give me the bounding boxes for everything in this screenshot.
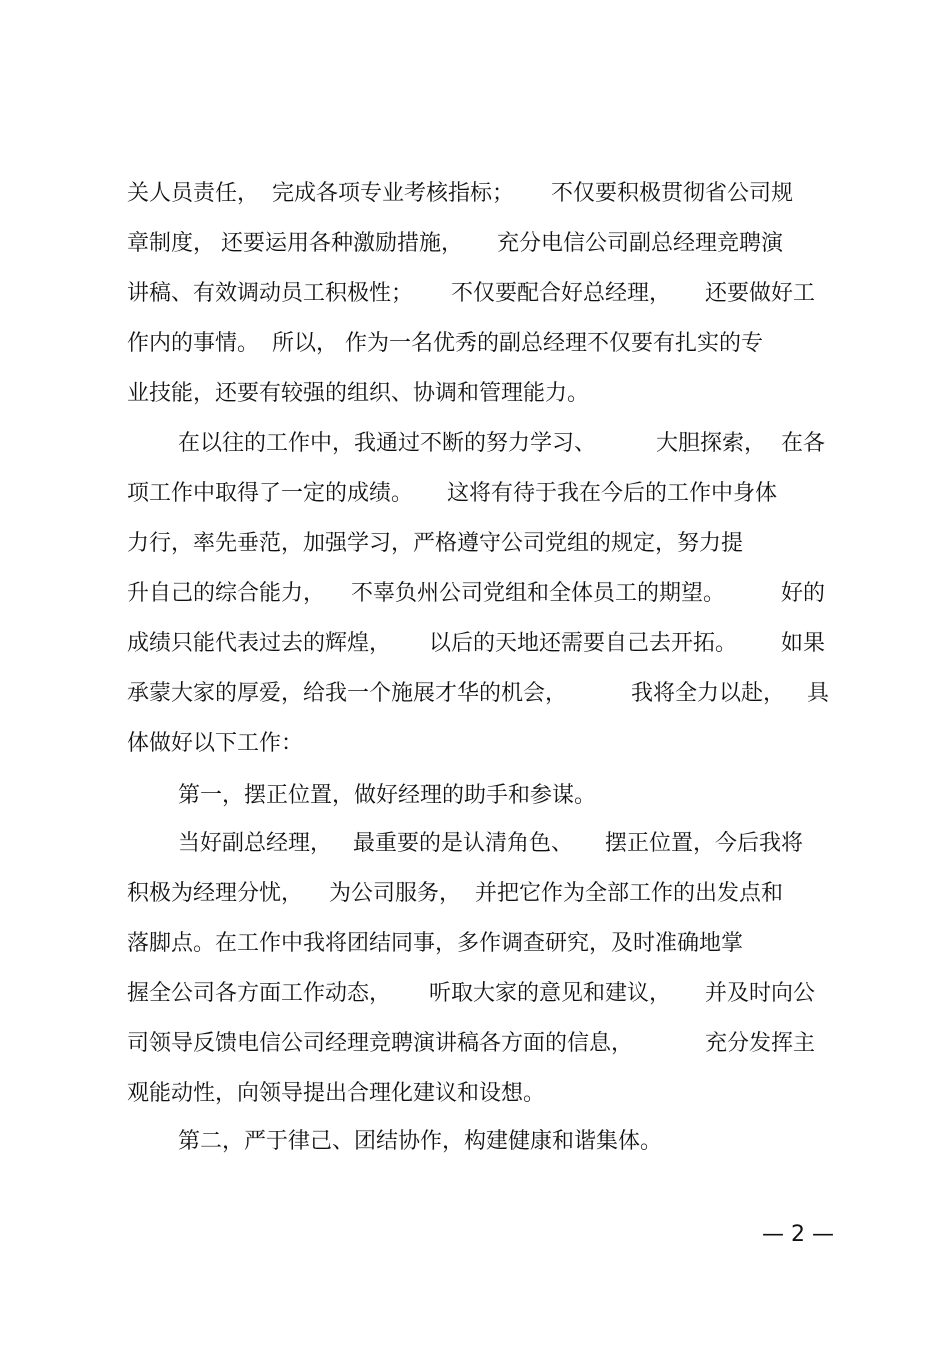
text-segment: 听取大家的意见和建议， — [429, 981, 672, 1006]
section-heading — [0, 1125, 950, 1159]
text-line — [0, 577, 950, 611]
text-segment: 所以， — [272, 331, 339, 356]
text-segment: 具 — [807, 681, 830, 706]
text-line — [0, 427, 950, 461]
text-line — [0, 377, 950, 411]
text-segment: 为公司服务， — [329, 881, 462, 906]
text-segment: 我将全力以赴， — [631, 681, 786, 706]
text-line — [0, 727, 950, 761]
text-segment: 当好副总经理， — [178, 831, 333, 856]
text-segment: 不仅要配合好总经理， — [451, 281, 672, 306]
text-segment: 完成各项专业考核指标； — [272, 181, 515, 206]
text-segment: 讲稿、有效调动员工积极性； — [127, 281, 414, 306]
text-line — [0, 227, 950, 261]
text-segment: 成绩只能代表过去的辉煌， — [127, 631, 392, 656]
text-line — [0, 1077, 950, 1111]
text-segment: 力行，率先垂范，加强学习，严格遵守公司党组的规定，努力提 — [127, 531, 744, 556]
text-segment: 关人员责任， — [127, 181, 260, 206]
text-segment: 最重要的是认清角色、 — [353, 831, 574, 856]
section-heading — [0, 779, 950, 813]
text-segment: 握全公司各方面工作动态， — [127, 981, 392, 1006]
text-segment: 项工作中取得了一定的成绩。 — [127, 481, 414, 506]
text-segment: 并把它作为全部工作的出发点和 — [475, 881, 784, 906]
text-segment: 充分发挥主 — [705, 1031, 816, 1056]
text-line — [0, 927, 950, 961]
text-segment: 不仅要积极贯彻省公司规 — [551, 181, 794, 206]
text-segment: 业技能，还要有较强的组织、协调和管理能力。 — [127, 381, 590, 406]
text-segment: 积极为经理分忧， — [127, 881, 304, 906]
text-line — [0, 327, 950, 361]
text-segment: 在各 — [781, 431, 826, 456]
text-segment: 承蒙大家的厚爱，给我一个施展才华的机会， — [127, 681, 568, 706]
text-line — [0, 527, 950, 561]
text-segment: 这将有待于我在今后的工作中身体 — [447, 481, 778, 506]
text-segment: 摆正位置，今后我将 — [605, 831, 804, 856]
text-segment: 不辜负州公司党组和全体员工的期望。 — [351, 581, 726, 606]
text-segment: 第二，严于律己、团结协作，构建健康和谐集体。 — [178, 1129, 663, 1154]
text-segment: 第一，摆正位置，做好经理的助手和参谋。 — [178, 783, 597, 808]
text-segment: 升自己的综合能力， — [127, 581, 326, 606]
text-segment: 并及时向公 — [705, 981, 816, 1006]
text-segment: 章制度， — [127, 231, 216, 256]
text-line — [0, 877, 950, 911]
text-segment: 作为一名优秀的副总经理不仅要有扎实的专 — [345, 331, 764, 356]
text-segment: 作内的事情。 — [127, 331, 260, 356]
text-segment: 大胆探索， — [656, 431, 767, 456]
text-segment: 充分电信公司副总经理竞聘演 — [497, 231, 784, 256]
text-line — [0, 627, 950, 661]
text-line — [0, 1027, 950, 1061]
text-segment: 体做好以下工作： — [127, 731, 304, 756]
text-segment: 司领导反馈电信公司经理竞聘演讲稿各方面的信息， — [127, 1031, 634, 1056]
text-segment: 落脚点。在工作中我将团结同事，多作调查研究，及时准确地掌 — [127, 931, 744, 956]
text-line — [0, 477, 950, 511]
text-segment: 还要运用各种激励措施， — [221, 231, 464, 256]
text-line — [0, 677, 950, 711]
text-segment: 好的 — [781, 581, 826, 606]
text-segment: 以后的天地还需要自己去开拓。 — [429, 631, 738, 656]
text-line — [0, 177, 950, 211]
text-line — [0, 827, 950, 861]
text-segment: 观能动性，向领导提出合理化建议和设想。 — [127, 1081, 546, 1106]
text-line — [0, 977, 950, 1011]
text-segment: 还要做好工 — [705, 281, 816, 306]
page-number: — 2 — — [762, 1222, 834, 1247]
text-line — [0, 277, 950, 311]
text-segment: 如果 — [781, 631, 826, 656]
text-segment: 在以往的工作中，我通过不断的努力学习、 — [178, 431, 597, 456]
